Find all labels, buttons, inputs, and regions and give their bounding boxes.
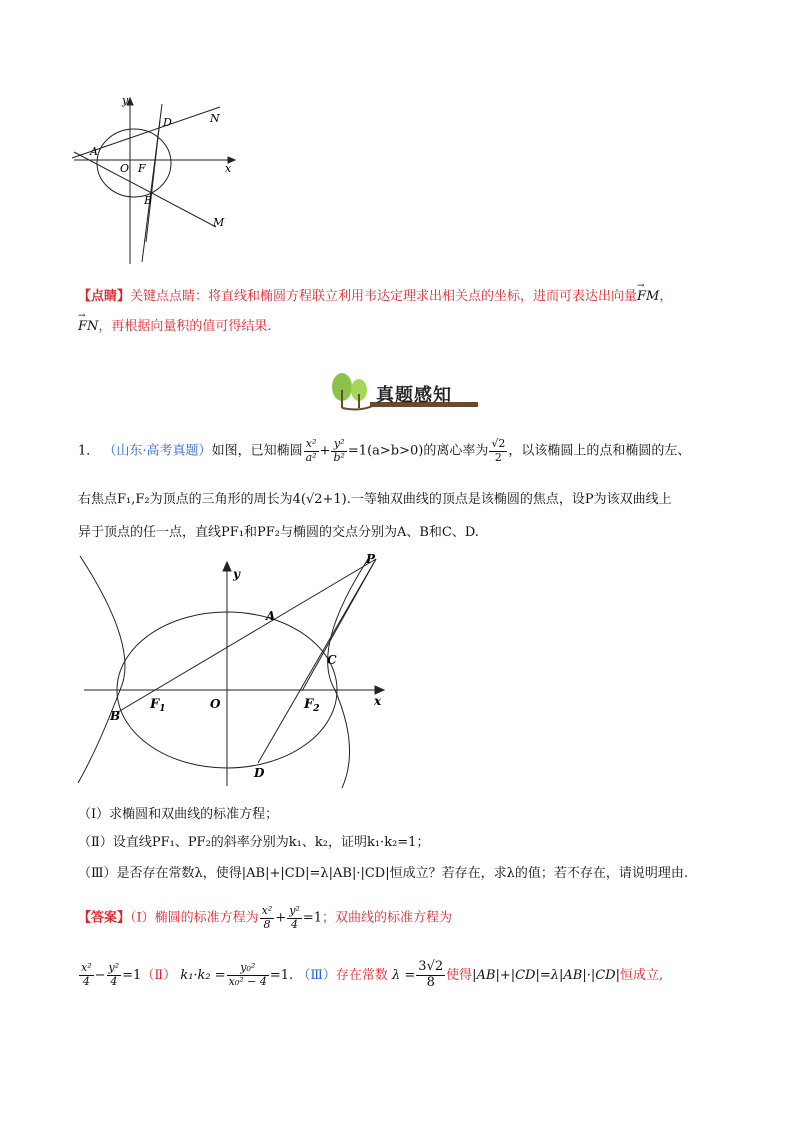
answer-eq-3: =1. — [269, 967, 294, 983]
problem-line-2: 右焦点F₁,F₂为顶点的三角形的周长为4(√2+1).一等轴双曲线的顶点是该椭圆的焦点，设P为该双曲线上 — [78, 492, 672, 507]
answer-frac-y0: $\frac{\text{y₀²}}{\text{x₀² − 4}}$ — [228, 961, 267, 988]
figure-2-diagram — [70, 548, 400, 793]
answer-exists: 存在常数 — [335, 967, 388, 983]
point-O-label: O — [120, 162, 130, 175]
answer-make: 使得 — [446, 967, 473, 983]
vector-fm: → FM — [637, 281, 660, 304]
answer-expression: |AB|+|CD|=λ|AB|·|CD| — [472, 967, 620, 983]
axis-x-label: x — [225, 162, 232, 175]
answer-semi: ；双曲线的标准方程为 — [321, 910, 452, 926]
problem-source: （山东·高考真题） — [103, 443, 212, 459]
hint-line-1 — [78, 281, 673, 304]
answer-part-1: （Ⅰ）椭圆的标准方程为 — [130, 910, 259, 926]
hint-text: 关键点点睛：将直线和椭圆方程联立利用韦达定理求出相关点的坐标，进而可表达出向量 — [130, 289, 638, 304]
eccentricity-frac: $\frac{√2}{2}$ — [491, 437, 506, 464]
point-A-label: A — [266, 609, 276, 623]
answer-part-3: （Ⅲ） — [297, 967, 336, 983]
problem-text-3: ，以该椭圆上的点和椭圆的左、 — [508, 443, 691, 459]
point-B-label: B — [110, 709, 121, 723]
answer-plus: + — [275, 910, 287, 926]
point-F2-label: $F_2$ — [304, 697, 320, 714]
answer-k-product: k₁·k₂ = — [180, 967, 226, 983]
point-M-label: M — [213, 216, 225, 229]
point-C-label: C — [327, 653, 337, 667]
point-D-label: D — [254, 766, 265, 780]
answer-frac-x2-8: $\frac{\text{x²}}{8}$ — [261, 904, 273, 931]
answer-hold: 恒成立, — [619, 967, 664, 983]
answer-frac-y2-4: $\frac{\text{y²}}{4}$ — [289, 904, 300, 931]
hint-comma: ， — [659, 289, 673, 304]
axis-y-label: y — [233, 567, 240, 581]
hyperbola-frac-y: $\frac{\text{y²}}{4}$ — [108, 961, 120, 988]
problem-line-1: 1． （山东·高考真题）如图，已知椭圆 $\frac{\text{x²}}{\text{a²}}$ + $\frac{\text{y²}}{\text{b²}}$ =1(a>b>0)的离心率为 $\frac{√2}{2}$ ，以该椭圆上的点和椭圆的左、 — [78, 437, 691, 464]
ellipse-tail: =1(a>b>0) — [347, 443, 424, 459]
answer-line-2 — [78, 960, 663, 991]
question-2: （Ⅱ）设直线PF₁、PF₂的斜率分别为k₁、k₂，证明k₁·k₂=1； — [78, 835, 430, 850]
problem-text-1: 如图，已知椭圆 — [211, 443, 303, 459]
hint-text-2: ，再根据向量积的值可得结果. — [98, 319, 272, 334]
point-B-label: B — [144, 194, 153, 207]
figure-1-diagram — [70, 92, 240, 267]
section-title: 真题感知 — [376, 385, 452, 406]
ellipse-frac-x: $\frac{\text{x²}}{\text{a²}}$ — [305, 437, 317, 464]
vector-fn: → FN — [78, 311, 99, 334]
problem-line-3: 异于顶点的任一点，直线PF₁和PF₂与椭圆的交点分别为A、B和C、D. — [78, 525, 479, 540]
answer-lambda: λ = — [392, 967, 416, 983]
answer-tag: 【答案】 — [78, 910, 131, 926]
answer-frac-lambda: $\frac{3√2}{8}$ — [418, 959, 444, 990]
point-F1-label: $F_1$ — [150, 697, 166, 714]
answer-eq-2: =1 — [122, 967, 142, 983]
answer-eq-1: =1 — [302, 910, 322, 926]
answer-line-1 — [78, 905, 452, 931]
question-3: （Ⅲ）是否存在常数λ，使得|AB|+|CD|=λ|AB|·|CD|恒成立？若存在，求λ的值；若不存在，请说明理由. — [78, 866, 688, 881]
question-1: （Ⅰ）求椭圆和双曲线的标准方程； — [78, 807, 279, 822]
hint-tag: 【点睛】 — [78, 289, 131, 304]
answer-part-2: （Ⅱ） — [141, 967, 177, 983]
section-heading — [330, 372, 480, 414]
ellipse-frac-y: $\frac{\text{y²}}{\text{b²}}$ — [333, 437, 345, 464]
axis-y-label: y — [122, 94, 129, 107]
point-P-label: P — [366, 552, 376, 566]
axis-x-label: x — [374, 694, 382, 708]
problem-text-2: 的离心率为 — [423, 443, 489, 459]
point-N-label: N — [210, 112, 220, 125]
point-A-label: A — [90, 145, 98, 158]
hyperbola-frac-x: $\frac{\text{x²}}{4}$ — [81, 961, 92, 988]
point-D-label: D — [163, 116, 172, 129]
point-O-label: O — [210, 697, 221, 711]
point-F-label: F — [138, 162, 146, 175]
problem-number: 1． — [78, 443, 100, 459]
hint-line-2 — [78, 311, 272, 334]
answer-minus: − — [94, 967, 106, 983]
